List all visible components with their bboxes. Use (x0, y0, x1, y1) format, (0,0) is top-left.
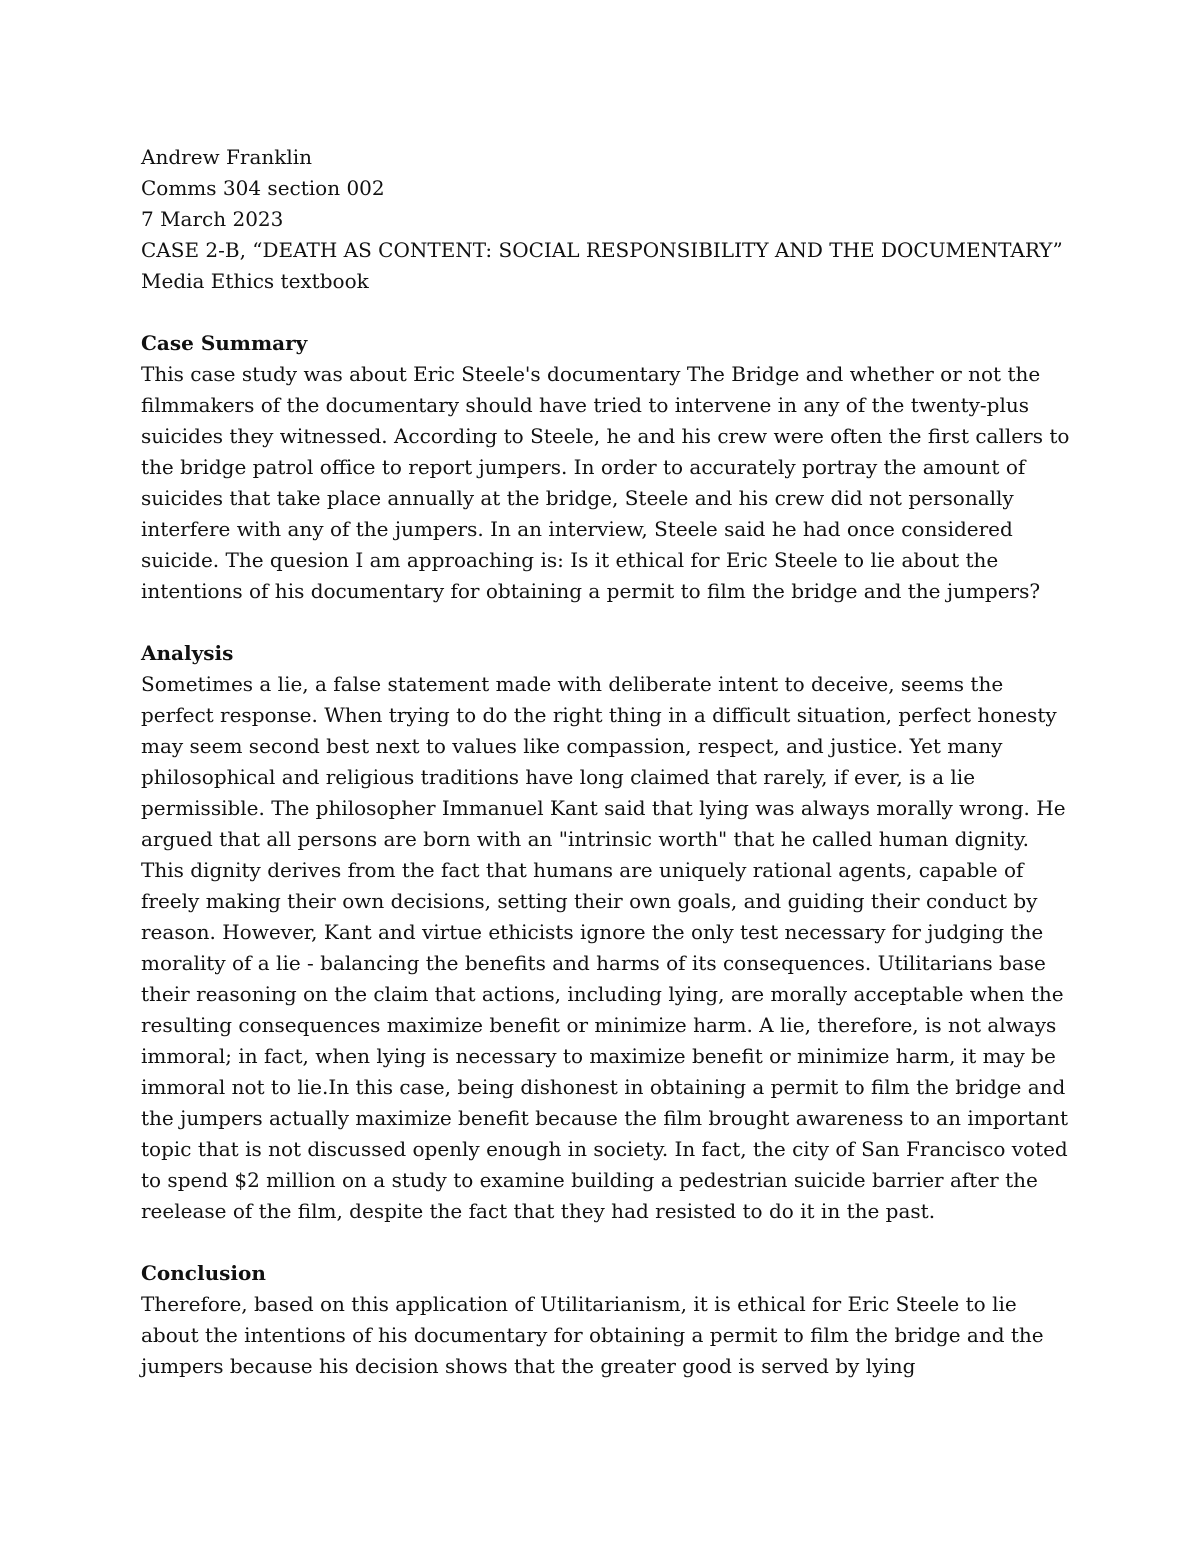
document-body (141, 142, 1071, 1382)
author-name: Andrew Franklin (141, 145, 313, 169)
analysis-heading: Analysis (141, 641, 234, 665)
case-summary-paragraph: This case study was about Eric Steele's documentary The Bridge and whether or not the filmmakers of the documentary should have tried to intervene in any of the twenty-plus suicides they witnessed. According to Steele, he and his crew were often the first callers to the bridge patrol office to report jumpers. In order to accurately portray the amount of suicides that take place annually at the bridge, Steele and his crew did not personally interfere with any of the jumpers. In an interview, Steele said he had once considered suicide. The quesion I am approaching is: Is it ethical for Eric Steele to lie about the intentions of his documentary for obtaining a permit to film the bridge and the jumpers? (141, 362, 1070, 603)
conclusion-section (141, 1258, 1071, 1382)
course-info: Comms 304 section 002 (141, 176, 385, 200)
date: 7 March 2023 (141, 207, 284, 231)
analysis-paragraph: Sometimes a lie, a false statement made with deliberate intent to deceive, seems the perfect response. When trying to do the right thing in a difficult situation, perfect honesty may seem second best next to values like compassion, respect, and justice. Yet many philosophical and religious traditions have long claimed that rarely, if ever, is a lie permissible. The philosopher Immanuel Kant said that lying was always morally wrong. He argued that all persons are born with an "intrinsic worth" that he called human dignity. This dignity derives from the fact that humans are uniquely rational agents, capable of freely making their own decisions, setting their own goals, and guiding their conduct by reason. However, Kant and virtue ethicists ignore the only test necessary for judging the morality of a lie - balancing the benefits and harms of its consequences. Utilitarians base their reasoning on the claim that actions, including lying, are morally acceptable when the resulting consequences maximize benefit or minimize harm. A lie, therefore, is not always immoral; in fact, when lying is necessary to maximize benefit or minimize harm, it may be immoral not to lie.In this case, being dishonest in obtaining a permit to film the bridge and the jumpers actually maximize benefit because the film brought awareness to an important topic that is not discussed openly enough in society. In fact, the city of San Francisco voted to spend $2 million on a study to examine building a pedestrian suicide barrier after the reelease of the film, despite the fact that they had resisted to do it in the past. (141, 672, 1068, 1223)
case-summary-section (141, 328, 1071, 607)
case-summary-heading: Case Summary (141, 331, 308, 355)
conclusion-paragraph: Therefore, based on this application of Utilitarianism, it is ethical for Eric Steele to lie about the intentions of his documentary for obtaining a permit to film the bridge and the jumpers because his decision shows that the greater good is served by lying (141, 1292, 1044, 1378)
case-title: CASE 2-B, “DEATH AS CONTENT: SOCIAL RESPONSIBILITY AND THE DOCUMENTARY” Media Ethics textbook (141, 238, 1063, 293)
conclusion-heading: Conclusion (141, 1261, 266, 1285)
analysis-section (141, 638, 1071, 1227)
header-block (141, 142, 1071, 297)
